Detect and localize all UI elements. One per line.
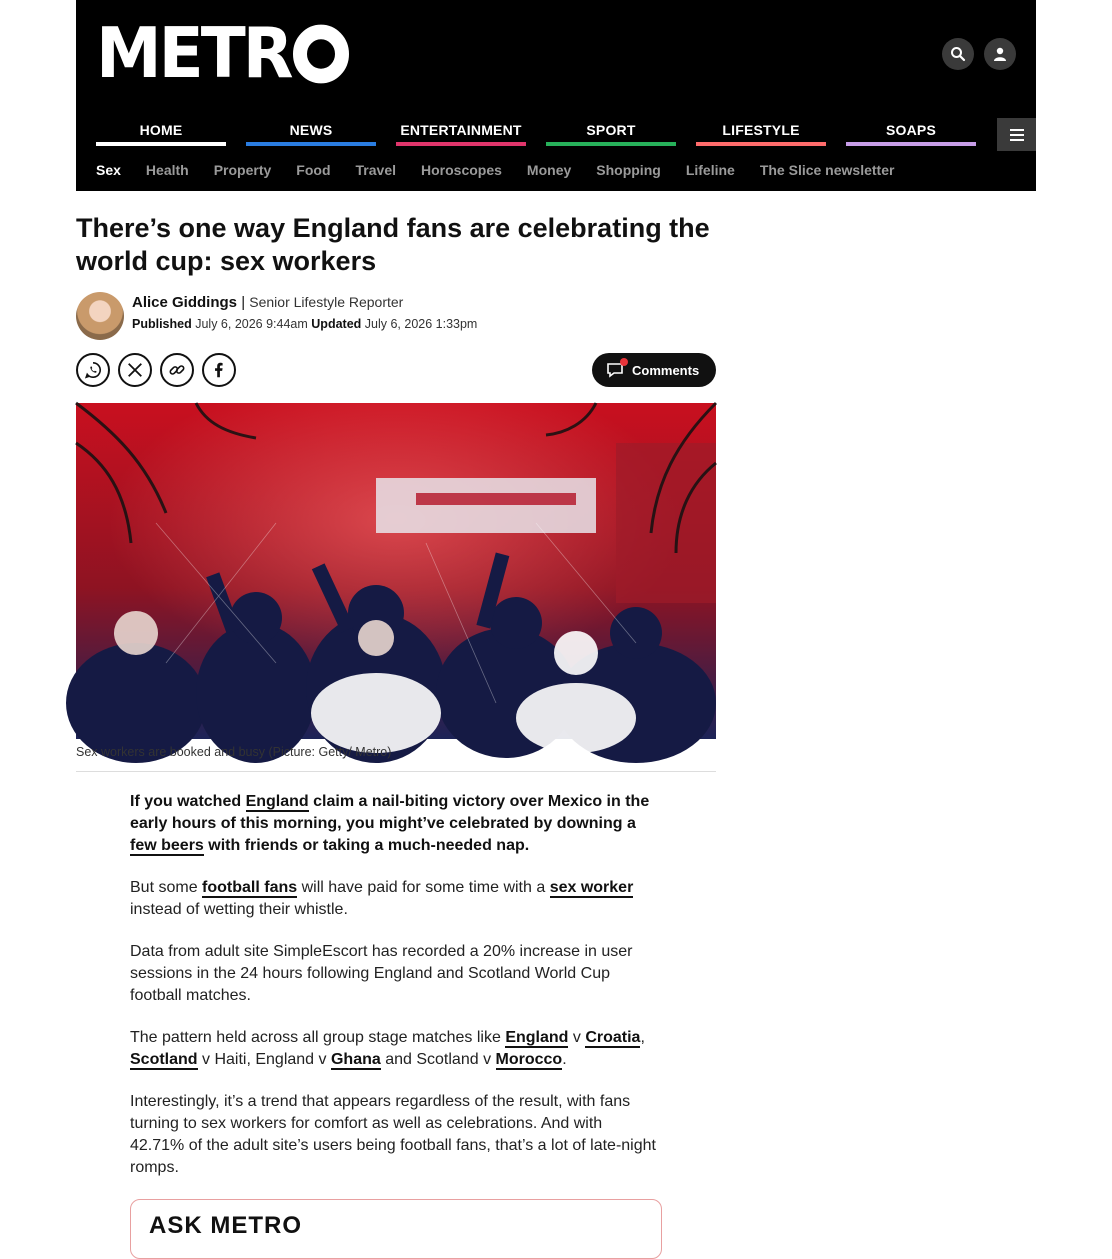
- link-scotland[interactable]: Scotland: [130, 1051, 198, 1068]
- logo-text: METR: [96, 13, 291, 94]
- hero-illustration: [76, 403, 716, 739]
- author-avatar[interactable]: [76, 292, 124, 340]
- link-ghana[interactable]: Ghana: [330, 1051, 381, 1068]
- p4-text-e: and Scotland v: [380, 1051, 496, 1068]
- subnav-horoscopes[interactable]: Horoscopes: [421, 162, 502, 178]
- link-sex-worker[interactable]: sex worker: [549, 879, 634, 896]
- x-icon: [126, 361, 144, 379]
- whatsapp-icon: [84, 361, 102, 379]
- ask-metro-box[interactable]: [130, 1199, 662, 1259]
- link-morocco[interactable]: Morocco: [495, 1051, 563, 1068]
- search-icon: [950, 46, 966, 62]
- link-england-2[interactable]: England: [505, 1029, 569, 1046]
- link-few-beers[interactable]: few beers: [130, 837, 204, 854]
- lead-paragraph: [130, 791, 660, 857]
- menu-button[interactable]: [997, 118, 1036, 151]
- subnav-sex[interactable]: Sex: [96, 162, 121, 178]
- subnav-health[interactable]: Health: [145, 162, 189, 178]
- subnav-travel[interactable]: Travel: [355, 162, 396, 178]
- account-button[interactable]: [984, 38, 1016, 70]
- nav-soaps[interactable]: SOAPS: [846, 118, 976, 146]
- subnav-slice-newsletter[interactable]: The Slice newsletter: [759, 162, 895, 178]
- subnav-shopping[interactable]: Shopping: [596, 162, 661, 178]
- nav-entertainment[interactable]: ENTERTAINMENT: [396, 118, 526, 146]
- article-dates: [132, 317, 477, 331]
- p2-text-b: will have paid for some time with a: [297, 879, 550, 896]
- author-line: [132, 294, 403, 311]
- subnav-money[interactable]: Money: [526, 162, 572, 178]
- p1-text-c: with friends or taking a much-needed nap.: [203, 837, 530, 854]
- subnav-property[interactable]: Property: [213, 162, 272, 178]
- link-croatia[interactable]: Croatia: [585, 1029, 641, 1046]
- copy-link-button[interactable]: [160, 353, 194, 387]
- nav-sport[interactable]: SPORT: [546, 118, 676, 146]
- logo-o-ring: [293, 25, 349, 84]
- account-icon: [992, 46, 1008, 62]
- image-caption: Sex workers are booked and busy (Picture: Getty/ Metro): [76, 745, 392, 759]
- nav-lifestyle[interactable]: LIFESTYLE: [696, 118, 826, 146]
- caption-divider: [76, 771, 716, 772]
- share-facebook-button[interactable]: [202, 353, 236, 387]
- search-button[interactable]: [942, 38, 974, 70]
- paragraph-5: Interestingly, it’s a trend that appears regardless of the result, with fans turning to sex workers for comfort as well as celebrations. And with 42.71% of the adult site’s users being football fans, that’s a lot of late-night romps.: [130, 1093, 656, 1176]
- paragraph-3: Data from adult site SimpleEscort has recorded a 20% increase in user sessions in the 24 hours following England and Scotland World Cup football matches.: [130, 943, 633, 1004]
- p4-text-b: v: [568, 1029, 586, 1046]
- p1-text-a: If you watched: [130, 793, 246, 810]
- comment-icon: [606, 362, 626, 378]
- menu-icon: [1010, 129, 1024, 141]
- paragraph-2: [130, 877, 660, 921]
- p1-text-b: claim a nail-biting victory over Mexico in the early hours of this morning, you might’ve celebrated by downing a: [130, 793, 650, 832]
- ask-metro-title: ASK METRO: [149, 1212, 302, 1239]
- p4-text-d: v Haiti, England v: [197, 1051, 331, 1068]
- nav-news[interactable]: NEWS: [246, 118, 376, 146]
- link-football-fans[interactable]: football fans: [202, 879, 298, 896]
- primary-nav: [96, 118, 996, 148]
- p4-text-a: The pattern held across all group stage matches like: [130, 1029, 506, 1046]
- link-england[interactable]: England: [245, 793, 309, 810]
- author-role: Senior Lifestyle Reporter: [249, 294, 404, 310]
- link-icon: [168, 361, 186, 379]
- notification-dot: [620, 358, 628, 366]
- p2-text-a: But some: [130, 879, 203, 896]
- p4-text-f: .: [562, 1051, 567, 1068]
- p2-text-c: instead of wetting their whistle.: [130, 901, 348, 918]
- subnav-lifeline[interactable]: Lifeline: [685, 162, 735, 178]
- published-label: Published: [132, 317, 192, 331]
- share-whatsapp-button[interactable]: [76, 353, 110, 387]
- share-bar: [76, 353, 244, 387]
- site-header: [76, 0, 1036, 191]
- comments-button[interactable]: [592, 353, 716, 387]
- p4-text-c: ,: [640, 1029, 645, 1046]
- author-separator: |: [241, 294, 246, 311]
- share-x-button[interactable]: [118, 353, 152, 387]
- paragraph-4: [130, 1027, 660, 1071]
- comments-label: Comments: [632, 362, 700, 378]
- subnav-food[interactable]: Food: [296, 162, 331, 178]
- hero-image[interactable]: [76, 403, 716, 739]
- metro-logo[interactable]: [96, 13, 349, 94]
- article-body: [130, 791, 660, 1199]
- updated-date: July 6, 2026 1:33pm: [364, 317, 478, 331]
- lifestyle-subnav: [96, 160, 919, 180]
- nav-home[interactable]: HOME: [96, 118, 226, 146]
- published-date: July 6, 2026 9:44am: [195, 317, 308, 331]
- article-headline: There’s one way England fans are celebrating the world cup: sex workers: [76, 213, 710, 276]
- facebook-icon: [210, 361, 228, 379]
- updated-label: Updated: [311, 317, 362, 331]
- author-name[interactable]: Alice Giddings: [132, 294, 238, 311]
